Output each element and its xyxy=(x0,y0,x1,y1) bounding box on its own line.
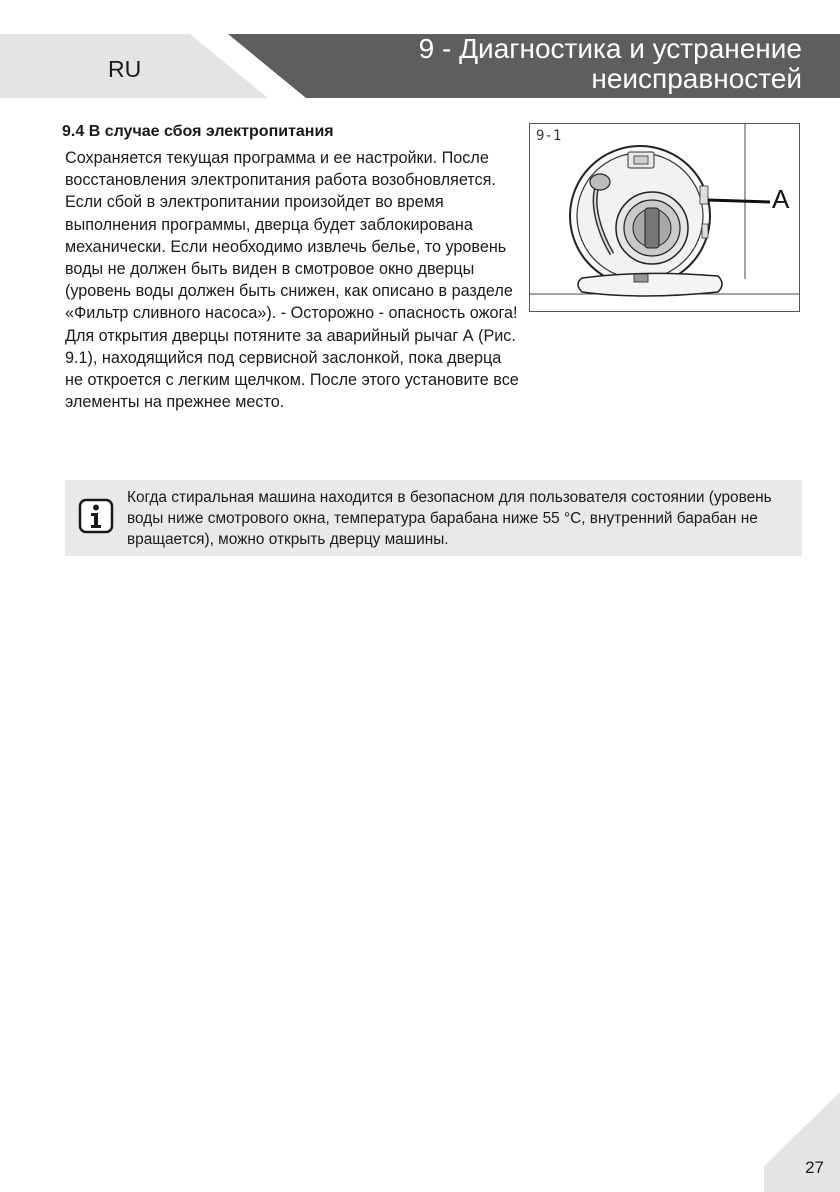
paragraph-2: Если сбой в электропитании произойдет во время выполнения программы, дверца будет заблокирована механически. Если необходимо извлечь белье, то уровень воды не должен быть виден в смотровое окно дверцы (уровень воды должен быть снижен, как описано в разделе «Фильтр сливного насоса»). - Осторожно - опасность ожога! xyxy=(65,193,518,323)
paragraph-3: Для открытия дверцы потяните за аварийный рычаг А (Рис. 9.1), находящийся под сервисной заслонкой, пока дверца не откроется с легким щелчком. После этого установите все элементы на прежнее место. xyxy=(65,326,519,412)
info-note xyxy=(65,480,802,556)
page-corner-tab xyxy=(764,1092,840,1192)
figure-9-1 xyxy=(529,123,800,312)
language-code: RU xyxy=(108,56,142,82)
door-illustration xyxy=(530,124,799,311)
figure-label: 9-1 xyxy=(536,128,562,144)
page-number: 27 xyxy=(805,1158,824,1177)
section-body xyxy=(65,147,521,413)
note-text: Когда стиральная машина находится в безопасном для пользователя состоянии (уровень воды ниже смотрового окна, температура барабана ниже 55 °C, внутренний барабан не вращается), можно открыть дверцу машины. xyxy=(127,489,772,548)
callout-letter: A xyxy=(772,184,790,214)
chapter-title: 9 - Диагностика и устранение неисправностей xyxy=(418,33,802,94)
paragraph-1: Сохраняется текущая программа и ее настройки. После восстановления электропитания работа возобновляется. xyxy=(65,149,496,190)
section-heading: 9.4 В случае сбоя электропитания xyxy=(62,123,334,140)
info-icon xyxy=(78,498,114,534)
